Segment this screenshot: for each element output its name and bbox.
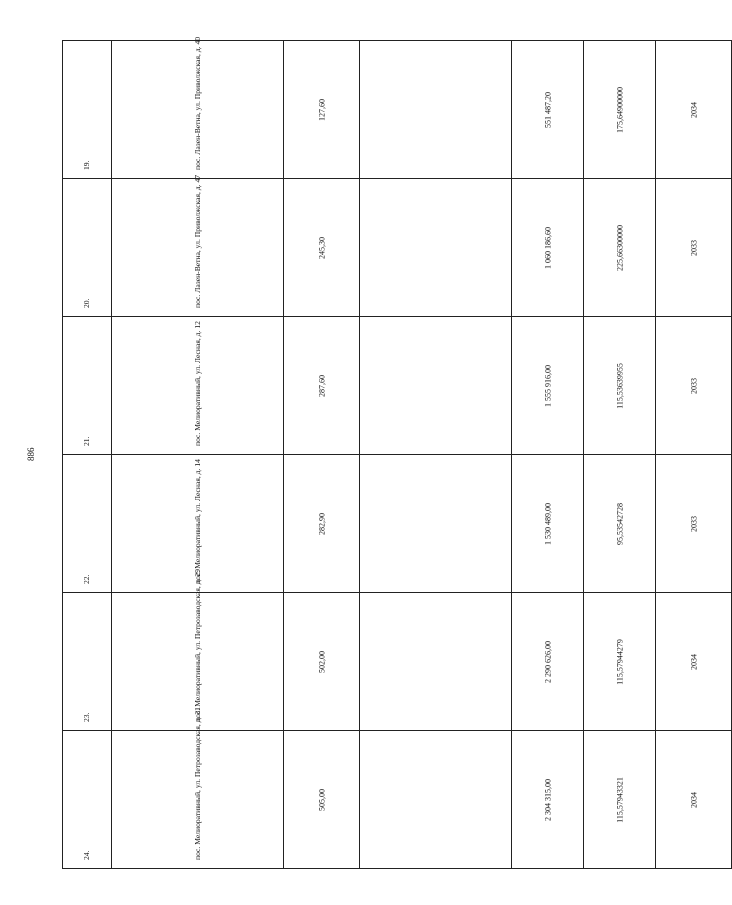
row-work-description-cell: [360, 731, 512, 869]
row-cost: 2 304 315,00: [543, 778, 552, 821]
row-address-cell: [112, 174, 284, 317]
page-number: 886: [26, 447, 36, 461]
row-area-cell: [284, 731, 360, 869]
row-number-cell: [63, 179, 112, 317]
row-year-cell: [656, 179, 732, 317]
row-rate: 175,64900000: [615, 86, 624, 133]
row-number-cell: [63, 731, 112, 869]
row-area-cell: [284, 179, 360, 317]
row-cost: 2 290 626,00: [543, 640, 552, 683]
row-area: 502,00: [317, 650, 326, 673]
row-year: 2033: [689, 239, 698, 256]
row-year-cell: [656, 593, 732, 731]
row-cost: 1 555 916,00: [543, 364, 552, 407]
row-address: пос. Мелиоративный, ул. Петрозаводская, д. 31: [192, 707, 202, 860]
row-work-description-cell: [360, 455, 512, 593]
row-address: пос. Мелиоративный, ул. Лесная, д. 12: [192, 321, 202, 446]
row-work-description-cell: [360, 179, 512, 317]
row-cost-cell: [512, 179, 584, 317]
row-cost-cell: [512, 593, 584, 731]
row-area-cell: [284, 455, 360, 593]
row-cost-cell: [512, 731, 584, 869]
row-work-description-cell: [360, 317, 512, 455]
row-address: пос. Мелиоративный, ул. Петрозаводская, д. 29: [192, 569, 202, 722]
row-work-description-cell: [360, 593, 512, 731]
row-rate-cell: [584, 317, 656, 455]
row-area-cell: [284, 593, 360, 731]
row-year-cell: [656, 41, 732, 179]
row-number-cell: [63, 455, 112, 593]
row-cost-cell: [512, 317, 584, 455]
row-rate: 95,53542728: [615, 502, 624, 545]
row-number: 24.: [82, 850, 91, 860]
work-table: [62, 36, 732, 869]
row-rate-cell: [584, 731, 656, 869]
row-year-cell: [656, 731, 732, 869]
row-cost-cell: [512, 41, 584, 179]
row-year: 2034: [689, 101, 698, 118]
row-number: 19.: [82, 160, 91, 170]
row-rate: 115,57944279: [615, 638, 624, 685]
row-address: пос. Лазен-Ветна, ул. Приволжская, д. 47: [192, 174, 202, 308]
row-area: 505,00: [317, 788, 326, 811]
row-number-cell: [63, 41, 112, 179]
row-rate-cell: [584, 593, 656, 731]
row-rate-cell: [584, 41, 656, 179]
row-number-cell: [63, 593, 112, 731]
table-row: [63, 41, 732, 179]
row-address: пос. Мелиоративный, ул. Лесная, д. 14: [192, 459, 202, 584]
table-row: [63, 455, 732, 593]
row-address-cell: [112, 707, 284, 869]
row-number: 20.: [82, 298, 91, 308]
row-area: 245,30: [317, 236, 326, 259]
row-number: 21.: [82, 436, 91, 446]
row-year-cell: [656, 317, 732, 455]
row-year: 2033: [689, 515, 698, 532]
row-rate-cell: [584, 179, 656, 317]
row-cost-cell: [512, 455, 584, 593]
row-year: 2034: [689, 653, 698, 670]
row-number-cell: [63, 317, 112, 455]
table-row: [63, 593, 732, 731]
row-address-cell: [112, 317, 284, 455]
row-year-cell: [656, 455, 732, 593]
row-number: 22.: [82, 574, 91, 584]
row-rate-cell: [584, 455, 656, 593]
row-address: пос. Лазен-Ветна, ул. Приволжская, д. 40: [192, 36, 202, 170]
row-cost: 551 487,20: [543, 91, 552, 128]
row-year: 2033: [689, 377, 698, 394]
table-row: [63, 317, 732, 455]
row-number: 23.: [82, 712, 91, 722]
row-rate: 115,53639955: [615, 362, 624, 409]
row-cost: 1 530 489,00: [543, 502, 552, 545]
row-area-cell: [284, 41, 360, 179]
table-row: [63, 731, 732, 869]
row-area: 287,60: [317, 374, 326, 397]
row-address-cell: [112, 36, 284, 179]
table-row: [63, 179, 732, 317]
row-work-description-cell: [360, 41, 512, 179]
row-area: 282,90: [317, 512, 326, 535]
row-rate: 225,66300000: [615, 224, 624, 271]
row-rate: 115,57943321: [615, 776, 624, 823]
row-cost: 1 060 186,60: [543, 226, 552, 269]
row-year: 2034: [689, 791, 698, 808]
row-area: 127,60: [317, 98, 326, 121]
row-area-cell: [284, 317, 360, 455]
